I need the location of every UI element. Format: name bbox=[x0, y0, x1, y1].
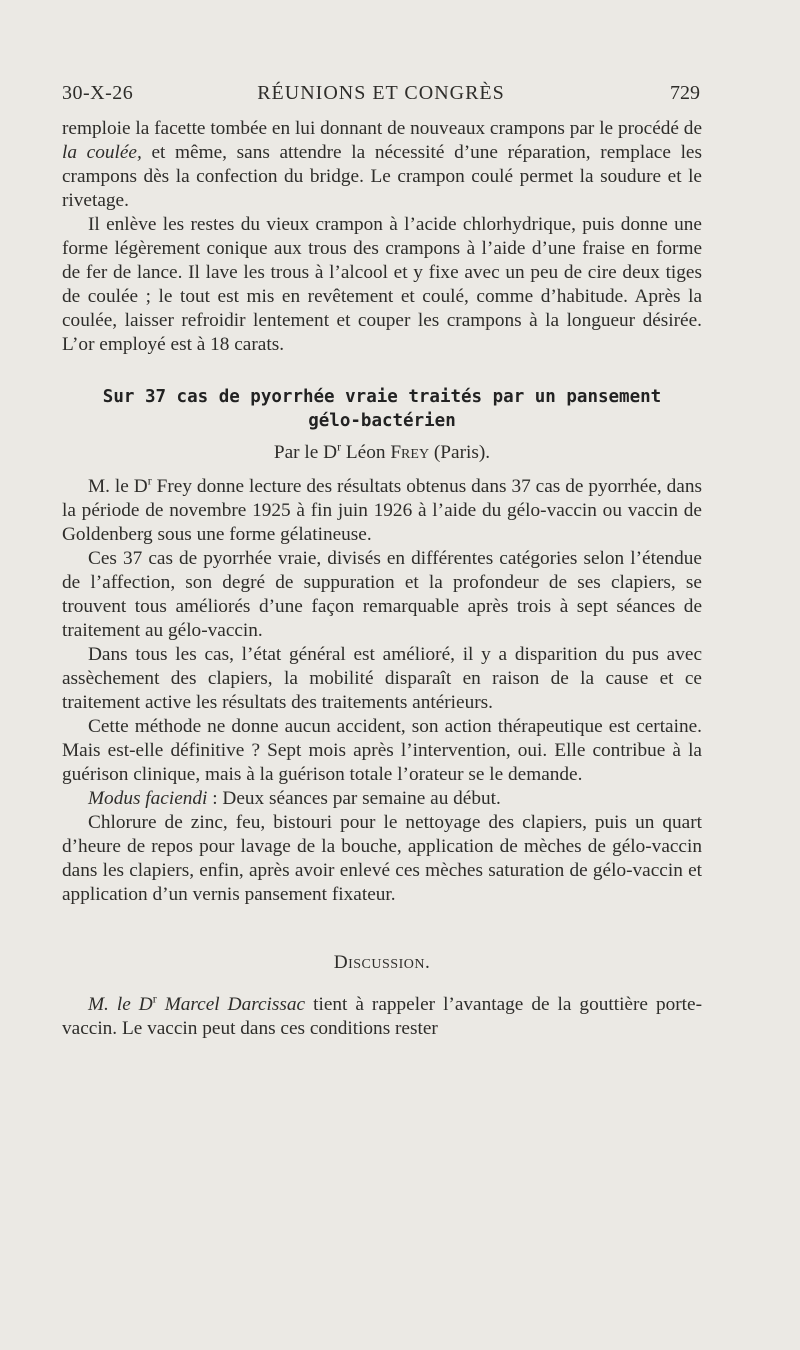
text-run: Par le D bbox=[273, 442, 338, 463]
continuation-paragraph-2: Il enlève les restes du vieux crampon à l’acide chlorhydrique, puis donne une forme légèrement conique aux trous des crampons à l’aide d’une fraise en forme de fer de lance. Il lave les trous à l’alcool et y fixe avec un peu de cire deux tiges de coulée ; le tout est mis en revêtement et coulé, comme d’habitude. Après la coulée, laisser refroidir lentement et couper les crampons à la longueur désirée. L’or employé est à 18 carats. bbox=[62, 214, 702, 355]
text-run: : Deux séances par semaine au début. bbox=[207, 788, 501, 809]
discussion-paragraph-1 bbox=[62, 993, 702, 1041]
italic-run: M. le D bbox=[88, 994, 153, 1015]
article-paragraph-5 bbox=[62, 787, 702, 811]
text-run: Léon bbox=[341, 442, 391, 463]
discussion-heading: Discussion. bbox=[333, 952, 431, 973]
text-run: Frey donne lecture des résultats obtenus dans 37 cas de pyorrhée, dans la période de novembre 1925 à fin juin 1926 à l’aide du gélo-vaccin ou vaccin de Goldenberg sous une forme gélatineuse. bbox=[62, 476, 702, 545]
page-body bbox=[62, 117, 702, 1041]
header-date: 30-X-26 bbox=[62, 82, 134, 104]
author-surname: Frey bbox=[390, 442, 430, 463]
superscript: r bbox=[152, 991, 157, 1006]
text-run: et même, sans attendre la nécessité d’une réparation, remplace les crampons dès la confection du bridge. Le crampon coulé permet la soudure et le rivetage. bbox=[62, 142, 702, 211]
text-run: M. le D bbox=[88, 476, 148, 497]
italic-run: Marcel Darcissac bbox=[156, 994, 306, 1015]
superscript: r bbox=[147, 473, 152, 488]
article-paragraph-6: Chlorure de zinc, feu, bistouri pour le nettoyage des clapiers, puis un quart d’heure de repos pour lavage de la bouche, application de mèches de gélo-vaccin dans les clapiers, enfin, après avoir enlevé ces mèches saturation de gélo-vaccin et application d’un vernis pansement fixateur. bbox=[62, 812, 702, 905]
text-run: tient à rappeler l’avantage de la gouttière porte-vaccin. Le vaccin peut dans ces conditions rester bbox=[62, 994, 702, 1039]
continuation-paragraph-1 bbox=[62, 117, 702, 213]
header-running-title: RÉUNIONS ET CONGRÈS bbox=[257, 82, 505, 104]
text-run: (Paris). bbox=[429, 442, 491, 463]
italic-run: Modus faciendi bbox=[88, 788, 208, 809]
text-run: remploie la facette tombée en lui donnant de nouveaux crampons par le procédé de bbox=[62, 118, 702, 139]
page-number: 729 bbox=[670, 82, 700, 104]
article-paragraph-3: Dans tous les cas, l’état général est amélioré, il y a disparition du pus avec assèchement des clapiers, la mobilité disparaît en raison de la cause et ce traitement active les résultats des traitements antérieurs. bbox=[62, 644, 702, 713]
article-paragraph-2: Ces 37 cas de pyorrhée vraie, divisés en différentes catégories selon l’étendue de l’affection, son degré de suppuration et la profondeur de ses clapiers, se trouvent tous améliorés d’une façon remarquable après trois à sept séances de traitement au gélo-vaccin. bbox=[62, 548, 702, 641]
article-paragraph-1 bbox=[62, 475, 702, 547]
article-title-line-2: gélo-bactérien bbox=[308, 411, 456, 431]
article-title-line-1: Sur 37 cas de pyorrhée vraie traités par un pansement bbox=[102, 387, 662, 407]
article-title bbox=[62, 385, 702, 433]
italic-run: la coulée, bbox=[62, 142, 142, 163]
article-paragraph-4: Cette méthode ne donne aucun accident, son action thérapeutique est certaine. Mais est-elle définitive ? Sept mois après l’intervention, oui. Elle contribue à la guérison clinique, mais à la guérison totale l’orateur se le demande. bbox=[62, 716, 702, 785]
superscript: r bbox=[337, 439, 342, 454]
article-author-line bbox=[62, 441, 702, 465]
running-header bbox=[62, 80, 700, 110]
